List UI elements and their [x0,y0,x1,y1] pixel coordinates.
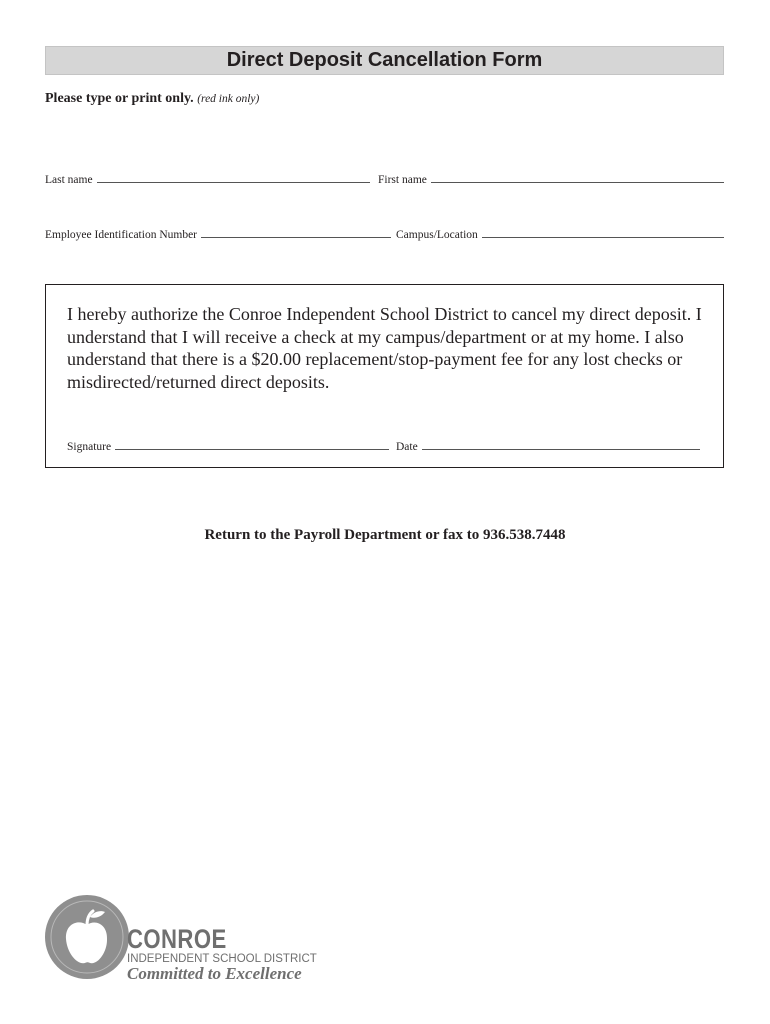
campus-field[interactable] [396,229,724,241]
logo-tagline: Committed to Excellence [127,964,302,983]
authorization-box [45,284,724,468]
district-logo [45,895,317,987]
instruction-note: (red ink only) [197,93,260,105]
employee-id-field[interactable] [45,229,391,241]
return-instructions: Return to the Payroll Department or fax to 936.538.7448 [204,527,566,543]
campus-line[interactable] [482,237,724,238]
first-name-label: First name [378,174,427,186]
date-line[interactable] [422,449,700,450]
apple-icon [45,895,129,979]
last-name-label: Last name [45,174,93,186]
date-field[interactable] [396,441,700,453]
signature-field[interactable] [67,441,389,453]
date-label: Date [396,441,418,453]
instruction-text: Please type or print only. [45,91,194,106]
logo-name: CONROE [127,924,227,954]
employee-id-label: Employee Identification Number [45,229,198,241]
last-name-line[interactable] [97,182,370,183]
campus-label: Campus/Location [396,229,478,241]
name-row [45,174,724,186]
instructions [45,91,259,107]
signature-row [67,441,700,453]
first-name-line[interactable] [431,182,724,183]
signature-label: Signature [67,441,112,453]
last-name-field[interactable] [45,174,370,186]
logo-seal [45,895,129,979]
id-row [45,229,724,241]
authorization-text: I hereby authorize the Conroe Independent School District to cancel my direct deposit. I understand that I will receive a check at my campus/department or at my home. I also understand that there is a $20.00 replacement/stop-payment fee for any lost checks or misdirected/returned direct deposits. [67,304,702,392]
form-title: Direct Deposit Cancellation Form [45,46,724,75]
first-name-field[interactable] [378,174,724,186]
employee-id-line[interactable] [201,237,391,238]
logo-subtitle: INDEPENDENT SCHOOL DISTRICT [127,953,317,965]
signature-line[interactable] [115,449,389,450]
